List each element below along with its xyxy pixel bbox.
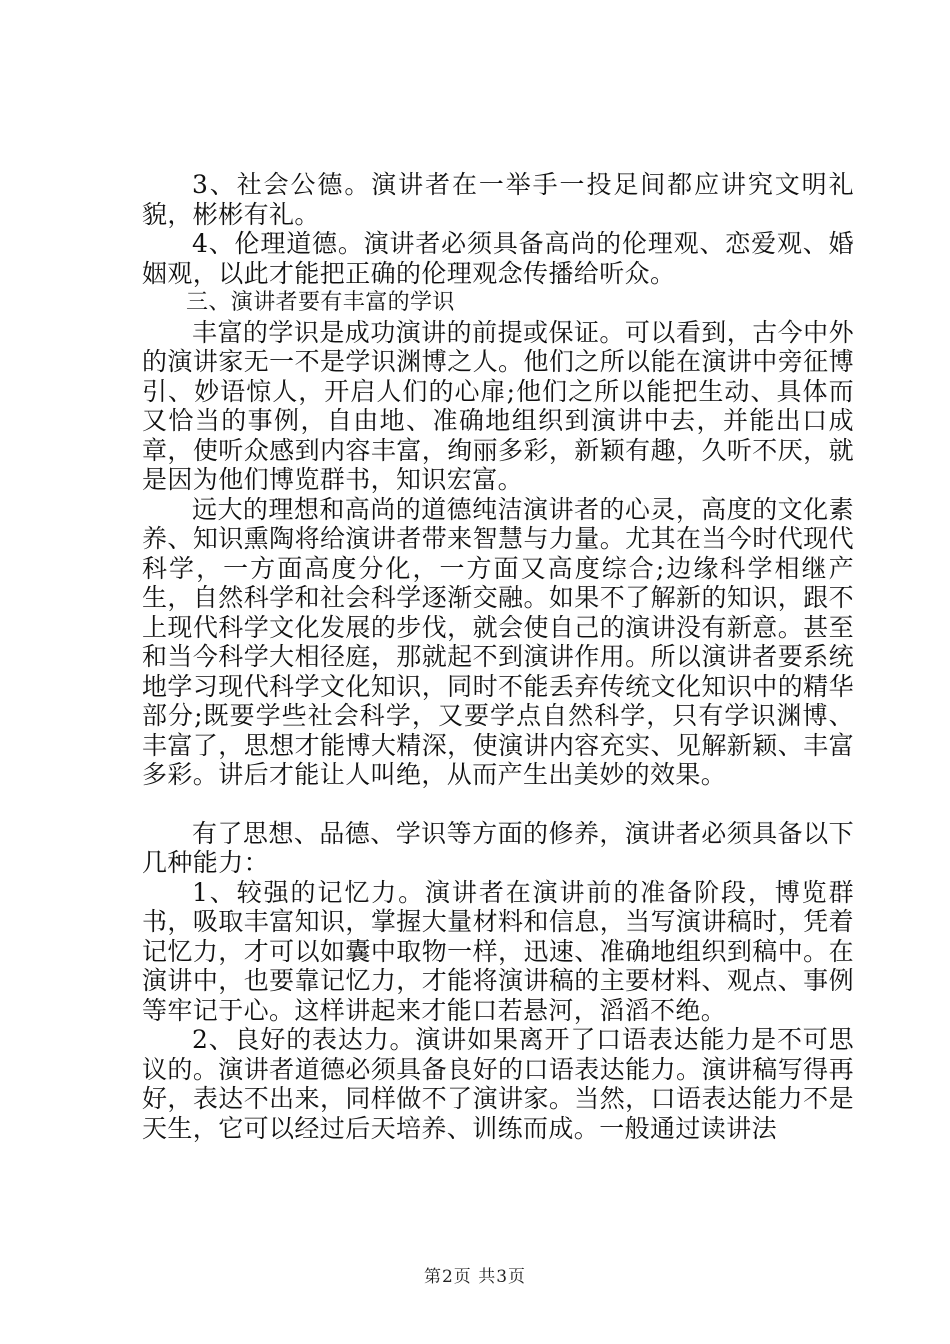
paragraph-moral-ethics: 4、伦理道德。演讲者必须具备高尚的伦理观、恋爱观、婚姻观，以此才能把正确的伦理观念传播给听众。 bbox=[142, 229, 854, 288]
paragraph-social-ethics: 3、社会公德。演讲者在一举手一投足间都应讲究文明礼貌，彬彬有礼。 bbox=[142, 170, 854, 229]
paragraph-memory: 1、较强的记忆力。演讲者在演讲前的准备阶段，博览群书，吸取丰富知识，掌握大量材料和信息，当写演讲稿时，凭着记忆力，才可以如囊中取物一样，迅速、准确地组织到稿中。在演讲中，也要靠记忆力，才能将演讲稿的主要材料、观点、事例等牢记于心。这样讲起来才能口若悬河，滔滔不绝。 bbox=[142, 877, 854, 1025]
paragraph-spacer bbox=[142, 790, 854, 819]
paragraph-abilities-intro: 有了思想、品德、学识等方面的修养，演讲者必须具备以下几种能力： bbox=[142, 818, 854, 877]
page-footer: 第2页 共3页 bbox=[423, 1267, 527, 1287]
paragraph-ideals-and-science: 远大的理想和高尚的道德纯洁演讲者的心灵，高度的文化素养、知识熏陶将给演讲者带来智慧与力量。尤其在当今时代现代科学，一方面高度分化，一方面又高度综合;边缘科学相继产生，自然科学和社会科学逐渐交融。如果不了解新的知识，跟不上现代科学文化发展的步伐，就会使自己的演讲没有新意。甚至和当今科学大相径庭，那就起不到演讲作用。所以演讲者要系统地学习现代科学文化知识，同时不能丢弃传统文化知识中的精华部分;既要学些社会科学，又要学点自然科学，只有学识渊博、丰富了，思想才能博大精深，使演讲内容充实、见解新颖、丰富多彩。讲后才能让人叫绝，从而产生出美妙的效果。 bbox=[142, 494, 854, 789]
section-heading-knowledge: 三、演讲者要有丰富的学识 bbox=[186, 290, 455, 315]
document-body bbox=[142, 170, 854, 1143]
paragraph-expression: 2、良好的表达力。演讲如果离开了口语表达能力是不可思议的。演讲者道德必须具备良好的口语表达能力。演讲稿写得再好，表达不出来，同样做不了演讲家。当然，口语表达能力不是天生，它可以经过后天培养、训练而成。一般通过读讲法 bbox=[142, 1025, 854, 1143]
paragraph-rich-knowledge: 丰富的学识是成功演讲的前提或保证。可以看到，古今中外的演讲家无一不是学识渊博之人。他们之所以能在演讲中旁征博引、妙语惊人，开启人们的心扉;他们之所以能把生动、具体而又恰当的事例，自由地、准确地组织到演讲中去，并能出口成章，使听众感到内容丰富，绚丽多彩，新颖有趣，久听不厌，就是因为他们博览群书，知识宏富。 bbox=[142, 317, 854, 494]
